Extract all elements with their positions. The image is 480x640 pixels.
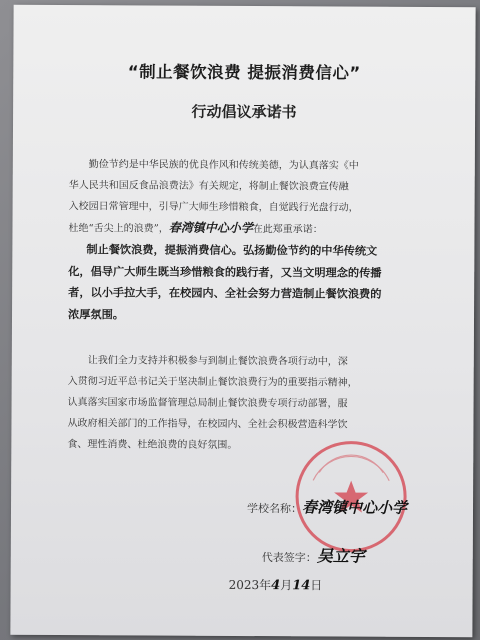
paragraph-line: 杜绝“舌尖上的浪费”，春湾镇中心小学在此郑重承诺：	[68, 220, 323, 236]
document-page	[10, 5, 475, 637]
paragraph-line: 浓厚氛围。	[67, 307, 125, 321]
representative-row	[262, 543, 365, 567]
paragraph-line: 食、理性消费、杜绝浪费的良好氛围。	[67, 439, 238, 451]
paragraph-commitment	[67, 239, 426, 327]
school-name-label: 学校名称：	[246, 502, 303, 516]
document-title: “制止餐饮浪费 提振消费信心”	[127, 62, 361, 83]
handwritten-school-name: 春湾镇中心小学	[168, 220, 253, 236]
document-subtitle: 行动倡议承诺书	[191, 102, 297, 122]
paragraph-line: 让我们全力支持并积极参与到制止餐饮浪费各项行动中，深	[87, 355, 348, 368]
paragraph-line: 认真落实国家市场监督管理总局制止餐饮浪费专项行动部署，服	[67, 397, 348, 410]
paragraph-line: 者，以小手拉大手，在校园内、全社会努力营造制止餐饮浪费的	[68, 286, 382, 301]
paragraph-line: 从政府相关部门的工作指导，在校园内、全社会积极营造科学饮	[67, 418, 348, 431]
representative-label: 代表签字：	[261, 551, 317, 565]
paragraph-line: 制止餐饮浪费，提振消费信心。弘扬勤俭节约的中华传统文	[86, 243, 378, 258]
paragraph-line: 化，倡导广大师生既当珍惜粮食的践行者，又当文明理念的传播	[68, 264, 382, 280]
paragraph-line: 勤俭节约是中华民族的优良作风和传统美德，为认真落实《中	[88, 159, 359, 172]
date-line: 2023年4月14日	[228, 577, 323, 594]
paragraph-line: 入校园日常管理中，引导广大师生珍惜粮食，自觉践行光盘行动，	[68, 201, 359, 214]
paragraph-line: 入贯彻习近平总书记关于坚决制止餐饮浪费行为的重要指示精神，	[67, 376, 358, 389]
date-day-handwritten: 14	[292, 578, 311, 594]
paragraph-line: 华人民共和国反食品浪费法》有关规定，将制止餐饮浪费宣传融	[68, 180, 349, 193]
school-name-signature: 春湾镇中心小学	[301, 498, 408, 517]
school-name-row	[247, 496, 407, 518]
date-month-handwritten: 4	[271, 578, 281, 594]
paragraph-intro	[68, 154, 420, 241]
representative-signature: 吴立宇	[316, 546, 365, 566]
